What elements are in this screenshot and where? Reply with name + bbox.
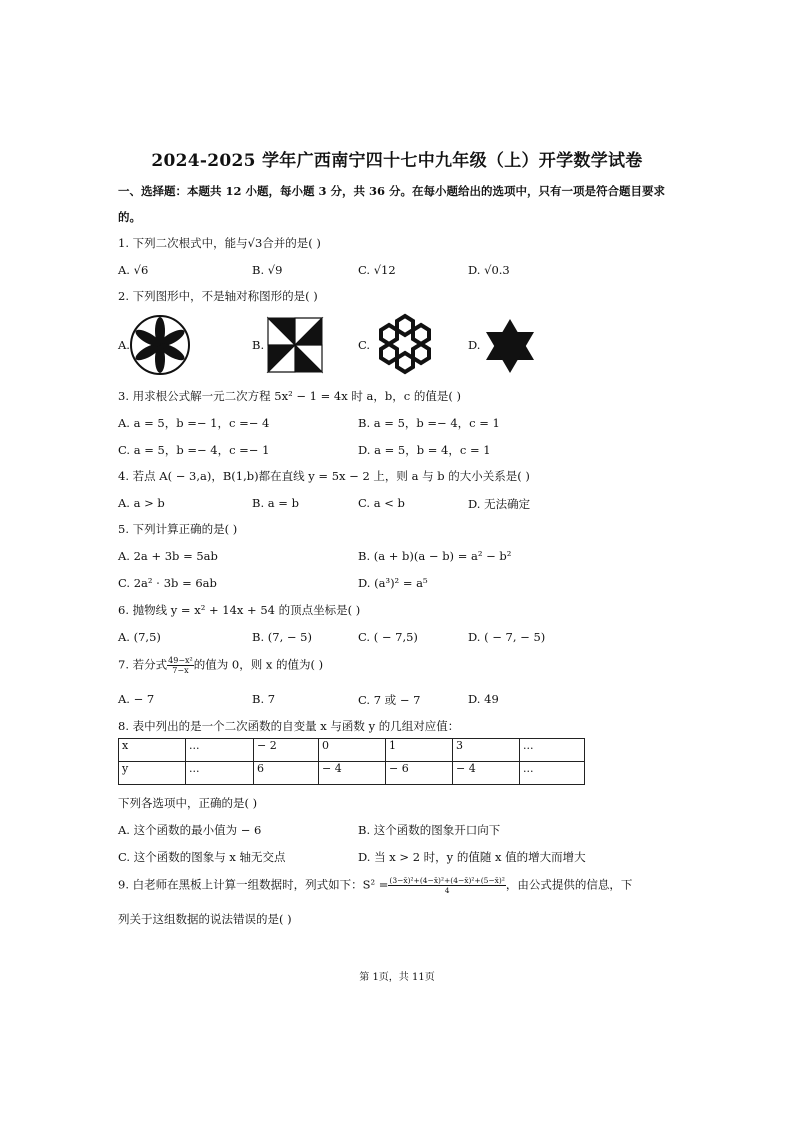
q7-stem-suffix: 的值为 0，则 x 的值为( ) <box>193 657 324 672</box>
q6-option-d: D. ( − 7, − 5) <box>468 630 546 644</box>
q3-option-d: D. a = 5，b = 4，c = 1 <box>358 443 491 457</box>
q6-option-a: A. (7,5) <box>118 630 161 644</box>
table-cell: − 4 <box>319 762 386 785</box>
q1-stem: 1. 下列二次根式中，能与√3合并的是( ) <box>118 236 321 250</box>
q2-option-b: B. <box>252 338 265 352</box>
q9-stem-suffix: ，由公式提供的信息，下 <box>505 877 633 892</box>
q8-option-b: B. 这个函数的图象开口向下 <box>358 823 501 837</box>
q4-option-c: C. a < b <box>358 496 405 510</box>
q7-stem-prefix: 7. 若分式 <box>118 657 168 672</box>
q3-option-b: B. a = 5，b =− 4，c = 1 <box>358 416 500 430</box>
q4-option-d: D. 无法确定 <box>468 497 531 511</box>
q9-fraction-numerator: (3−x̄)²+(4−x̄)²+(4−x̄)²+(5−x̄)² <box>389 876 505 885</box>
q5-option-d: D. (a³)² = a⁵ <box>358 576 428 590</box>
q6-stem: 6. 抛物线 y = x² + 14x + 54 的顶点坐标是( ) <box>118 603 361 617</box>
q8-stem: 8. 表中列出的是一个二次函数的自变量 x 与函数 y 的几组对应值： <box>118 719 460 733</box>
q8-follow-up: 下列各选项中，正确的是( ) <box>118 796 258 810</box>
q3-option-c: C. a = 5，b =− 4，c =− 1 <box>118 443 270 457</box>
table-cell: 1 <box>386 739 453 762</box>
q7-option-d: D. 49 <box>468 692 499 706</box>
q3-option-a: A. a = 5，b =− 1，c =− 4 <box>118 416 270 430</box>
section-instructions-line1: 一、选择题：本题共 12 小题，每小题 3 分，共 36 分。在每小题给出的选项中，只有一项是符合题目要求 <box>118 184 666 198</box>
q2-stem: 2. 下列图形中，不是轴对称图形的是( ) <box>118 289 318 303</box>
table-cell: ... <box>520 739 585 762</box>
table-cell: 0 <box>319 739 386 762</box>
q7-option-a: A. − 7 <box>118 692 155 706</box>
flower-circle-figure <box>129 314 191 376</box>
q4-stem: 4. 若点 A( − 3,a)，B(1,b)都在直线 y = 5x − 2 上，则 a 与 b 的大小关系是( ) <box>118 469 530 483</box>
section-instructions-line2: 的。 <box>118 210 141 224</box>
table-row <box>119 739 585 762</box>
q7-fraction <box>167 656 194 675</box>
q8-option-a: A. 这个函数的最小值为 − 6 <box>118 823 262 837</box>
q7-fraction-denominator: 7−x <box>172 666 189 675</box>
q6-option-b: B. (7, − 5) <box>252 630 312 644</box>
table-cell: − 2 <box>254 739 319 762</box>
table-cell: 3 <box>453 739 520 762</box>
q1-option-c: C. √12 <box>358 263 396 277</box>
table-cell: y <box>119 762 186 785</box>
q1-option-d: D. √0.3 <box>468 263 510 277</box>
table-cell: − 6 <box>386 762 453 785</box>
table-cell: x <box>119 739 186 762</box>
q9-stem <box>118 876 632 895</box>
q8-option-c: C. 这个函数的图象与 x 轴无交点 <box>118 850 286 864</box>
page-footer: 第 1页，共 11页 <box>359 972 435 983</box>
q6-option-c: C. ( − 7,5) <box>358 630 418 644</box>
q2-option-a: A. <box>118 338 130 352</box>
q4-option-a: A. a > b <box>118 496 165 510</box>
q9-stem-prefix: 9. 白老师在黑板上计算一组数据时，列式如下：S² = <box>118 877 389 892</box>
q4-option-b: B. a = b <box>252 496 299 510</box>
q5-option-a: A. 2a + 3b = 5ab <box>118 549 218 563</box>
hexagon-ring-figure <box>371 313 439 375</box>
q7-stem <box>118 656 323 675</box>
q8-value-table <box>118 738 585 785</box>
q1-option-b: B. √9 <box>252 263 283 277</box>
q3-stem: 3. 用求根公式解一元二次方程 5x² − 1 = 4x 时 a，b，c 的值是( ) <box>118 389 461 403</box>
q2-option-c: C. <box>358 338 371 352</box>
q9-variance-fraction <box>388 876 505 895</box>
table-cell: 6 <box>254 762 319 785</box>
q7-option-c: C. 7 或 − 7 <box>358 693 421 707</box>
q9-fraction-denominator: 4 <box>444 886 450 895</box>
q7-fraction-numerator: 49−x² <box>168 656 193 665</box>
q7-option-b: B. 7 <box>252 692 276 706</box>
table-cell: ... <box>520 762 585 785</box>
hexagram-figure <box>481 317 539 375</box>
table-row <box>119 762 585 785</box>
q5-stem: 5. 下列计算正确的是( ) <box>118 522 238 536</box>
q1-option-a: A. √6 <box>118 263 149 277</box>
table-cell: ... <box>186 762 254 785</box>
table-cell: − 4 <box>453 762 520 785</box>
q5-option-c: C. 2a² ⋅ 3b = 6ab <box>118 576 217 590</box>
q5-option-b: B. (a + b)(a − b) = a² − b² <box>358 549 512 563</box>
page-title: 2024-2025 学年广西南宁四十七中九年级（上）开学数学试卷 <box>151 151 643 171</box>
q9-stem-line2: 列关于这组数据的说法错误的是( ) <box>118 912 292 926</box>
pinwheel-figure <box>266 316 324 374</box>
q8-option-d: D. 当 x > 2 时，y 的值随 x 值的增大而增大 <box>358 850 586 864</box>
table-cell: ... <box>186 739 254 762</box>
q2-option-d: D. <box>468 338 481 352</box>
